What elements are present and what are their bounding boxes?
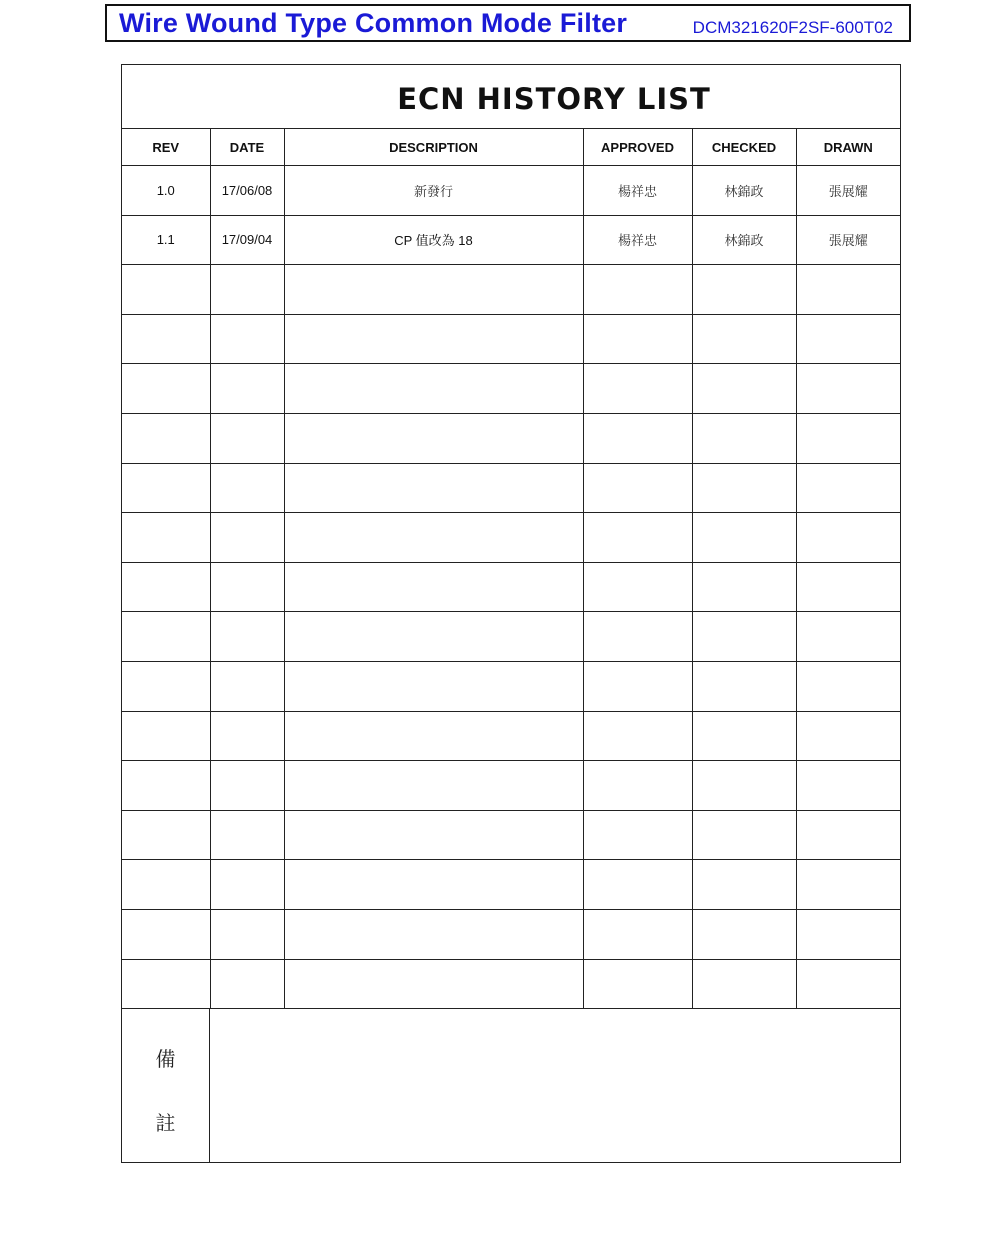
cell-checked bbox=[692, 562, 796, 612]
cell-checked bbox=[692, 413, 796, 463]
table-row bbox=[122, 513, 900, 563]
cell-description bbox=[284, 810, 583, 860]
cell-date bbox=[210, 761, 284, 811]
part-number: DCM321620F2SF-600T02 bbox=[692, 18, 893, 37]
column-header-approved: APPROVED bbox=[583, 129, 692, 166]
table-row bbox=[122, 661, 900, 711]
cell-description bbox=[284, 562, 583, 612]
cell-description: CP 值改為 18 bbox=[284, 215, 583, 265]
cell-date bbox=[210, 661, 284, 711]
cell-drawn bbox=[796, 810, 900, 860]
cell-description bbox=[284, 314, 583, 364]
cell-approved bbox=[583, 810, 692, 860]
cell-rev bbox=[122, 761, 210, 811]
cell-checked: 林錦政 bbox=[692, 215, 796, 265]
remarks-label-char: 註 bbox=[155, 1111, 176, 1135]
cell-description bbox=[284, 364, 583, 414]
table-row bbox=[122, 909, 900, 959]
cell-approved bbox=[583, 711, 692, 761]
cell-approved bbox=[583, 562, 692, 612]
cell-description bbox=[284, 909, 583, 959]
table-row bbox=[122, 215, 900, 265]
cell-description bbox=[284, 265, 583, 315]
ecn-history-table bbox=[122, 129, 900, 1009]
sheet-title-bar bbox=[122, 65, 900, 129]
cell-rev bbox=[122, 413, 210, 463]
cell-date bbox=[210, 562, 284, 612]
table-row bbox=[122, 810, 900, 860]
cell-rev bbox=[122, 265, 210, 315]
cell-drawn bbox=[796, 265, 900, 315]
document-title: Wire Wound Type Common Mode Filter bbox=[119, 8, 628, 38]
cell-drawn bbox=[796, 513, 900, 563]
column-header-drawn: DRAWN bbox=[796, 129, 900, 166]
cell-date bbox=[210, 265, 284, 315]
cell-checked: 林錦政 bbox=[692, 166, 796, 216]
cell-drawn bbox=[796, 463, 900, 513]
cell-approved bbox=[583, 860, 692, 910]
cell-rev bbox=[122, 562, 210, 612]
table-row bbox=[122, 364, 900, 414]
cell-description bbox=[284, 761, 583, 811]
cell-description bbox=[284, 612, 583, 662]
remarks-section bbox=[122, 1008, 900, 1162]
cell-description bbox=[284, 711, 583, 761]
cell-date bbox=[210, 909, 284, 959]
cell-rev: 1.1 bbox=[122, 215, 210, 265]
cell-checked bbox=[692, 860, 796, 910]
cell-rev bbox=[122, 314, 210, 364]
cell-drawn bbox=[796, 909, 900, 959]
cell-drawn: 張展耀 bbox=[796, 166, 900, 216]
cell-checked bbox=[692, 463, 796, 513]
cell-description bbox=[284, 463, 583, 513]
cell-rev bbox=[122, 860, 210, 910]
cell-approved bbox=[583, 661, 692, 711]
remarks-body bbox=[210, 1009, 900, 1162]
cell-rev: 1.0 bbox=[122, 166, 210, 216]
cell-drawn bbox=[796, 562, 900, 612]
column-header-date: DATE bbox=[210, 129, 284, 166]
document-header bbox=[105, 4, 911, 42]
table-row bbox=[122, 463, 900, 513]
table-row bbox=[122, 166, 900, 216]
cell-drawn bbox=[796, 761, 900, 811]
column-header-description: DESCRIPTION bbox=[284, 129, 583, 166]
cell-description bbox=[284, 661, 583, 711]
cell-drawn bbox=[796, 413, 900, 463]
sheet-title: ECN HISTORY LIST bbox=[397, 82, 711, 116]
cell-date bbox=[210, 364, 284, 414]
cell-rev bbox=[122, 959, 210, 1009]
cell-date bbox=[210, 860, 284, 910]
table-row bbox=[122, 562, 900, 612]
table-row bbox=[122, 959, 900, 1009]
cell-drawn bbox=[796, 959, 900, 1009]
cell-date bbox=[210, 612, 284, 662]
cell-checked bbox=[692, 661, 796, 711]
cell-checked bbox=[692, 612, 796, 662]
cell-approved bbox=[583, 265, 692, 315]
cell-checked bbox=[692, 761, 796, 811]
cell-date bbox=[210, 513, 284, 563]
table-row bbox=[122, 265, 900, 315]
table-body bbox=[122, 166, 900, 1009]
cell-approved bbox=[583, 364, 692, 414]
remarks-label-char: 備 bbox=[155, 1047, 176, 1071]
cell-checked bbox=[692, 513, 796, 563]
cell-approved bbox=[583, 909, 692, 959]
table-row bbox=[122, 761, 900, 811]
cell-rev bbox=[122, 810, 210, 860]
cell-date bbox=[210, 463, 284, 513]
cell-checked bbox=[692, 810, 796, 860]
cell-rev bbox=[122, 513, 210, 563]
table-row bbox=[122, 860, 900, 910]
cell-approved: 楊祥忠 bbox=[583, 215, 692, 265]
cell-rev bbox=[122, 612, 210, 662]
cell-drawn: 張展耀 bbox=[796, 215, 900, 265]
cell-checked bbox=[692, 314, 796, 364]
cell-approved bbox=[583, 314, 692, 364]
cell-drawn bbox=[796, 711, 900, 761]
cell-date: 17/09/04 bbox=[210, 215, 284, 265]
cell-date bbox=[210, 413, 284, 463]
cell-description bbox=[284, 860, 583, 910]
column-header-checked: CHECKED bbox=[692, 129, 796, 166]
cell-approved bbox=[583, 513, 692, 563]
cell-approved bbox=[583, 612, 692, 662]
cell-description bbox=[284, 413, 583, 463]
cell-date bbox=[210, 711, 284, 761]
cell-date: 17/06/08 bbox=[210, 166, 284, 216]
cell-drawn bbox=[796, 860, 900, 910]
cell-date bbox=[210, 810, 284, 860]
cell-checked bbox=[692, 364, 796, 414]
cell-drawn bbox=[796, 314, 900, 364]
table-row bbox=[122, 711, 900, 761]
cell-approved: 楊祥忠 bbox=[583, 166, 692, 216]
cell-approved bbox=[583, 959, 692, 1009]
cell-approved bbox=[583, 463, 692, 513]
cell-approved bbox=[583, 413, 692, 463]
cell-date bbox=[210, 314, 284, 364]
cell-drawn bbox=[796, 612, 900, 662]
cell-approved bbox=[583, 761, 692, 811]
table-row bbox=[122, 314, 900, 364]
table-row bbox=[122, 612, 900, 662]
cell-checked bbox=[692, 959, 796, 1009]
cell-description bbox=[284, 513, 583, 563]
cell-rev bbox=[122, 711, 210, 761]
cell-date bbox=[210, 959, 284, 1009]
cell-checked bbox=[692, 265, 796, 315]
ecn-sheet bbox=[121, 64, 901, 1163]
table-header-row bbox=[122, 129, 900, 166]
remarks-label bbox=[122, 1009, 210, 1162]
cell-rev bbox=[122, 364, 210, 414]
cell-description bbox=[284, 959, 583, 1009]
cell-rev bbox=[122, 909, 210, 959]
cell-rev bbox=[122, 463, 210, 513]
cell-drawn bbox=[796, 364, 900, 414]
column-header-rev: REV bbox=[122, 129, 210, 166]
cell-checked bbox=[692, 909, 796, 959]
cell-description: 新發行 bbox=[284, 166, 583, 216]
cell-drawn bbox=[796, 661, 900, 711]
cell-checked bbox=[692, 711, 796, 761]
table-row bbox=[122, 413, 900, 463]
cell-rev bbox=[122, 661, 210, 711]
